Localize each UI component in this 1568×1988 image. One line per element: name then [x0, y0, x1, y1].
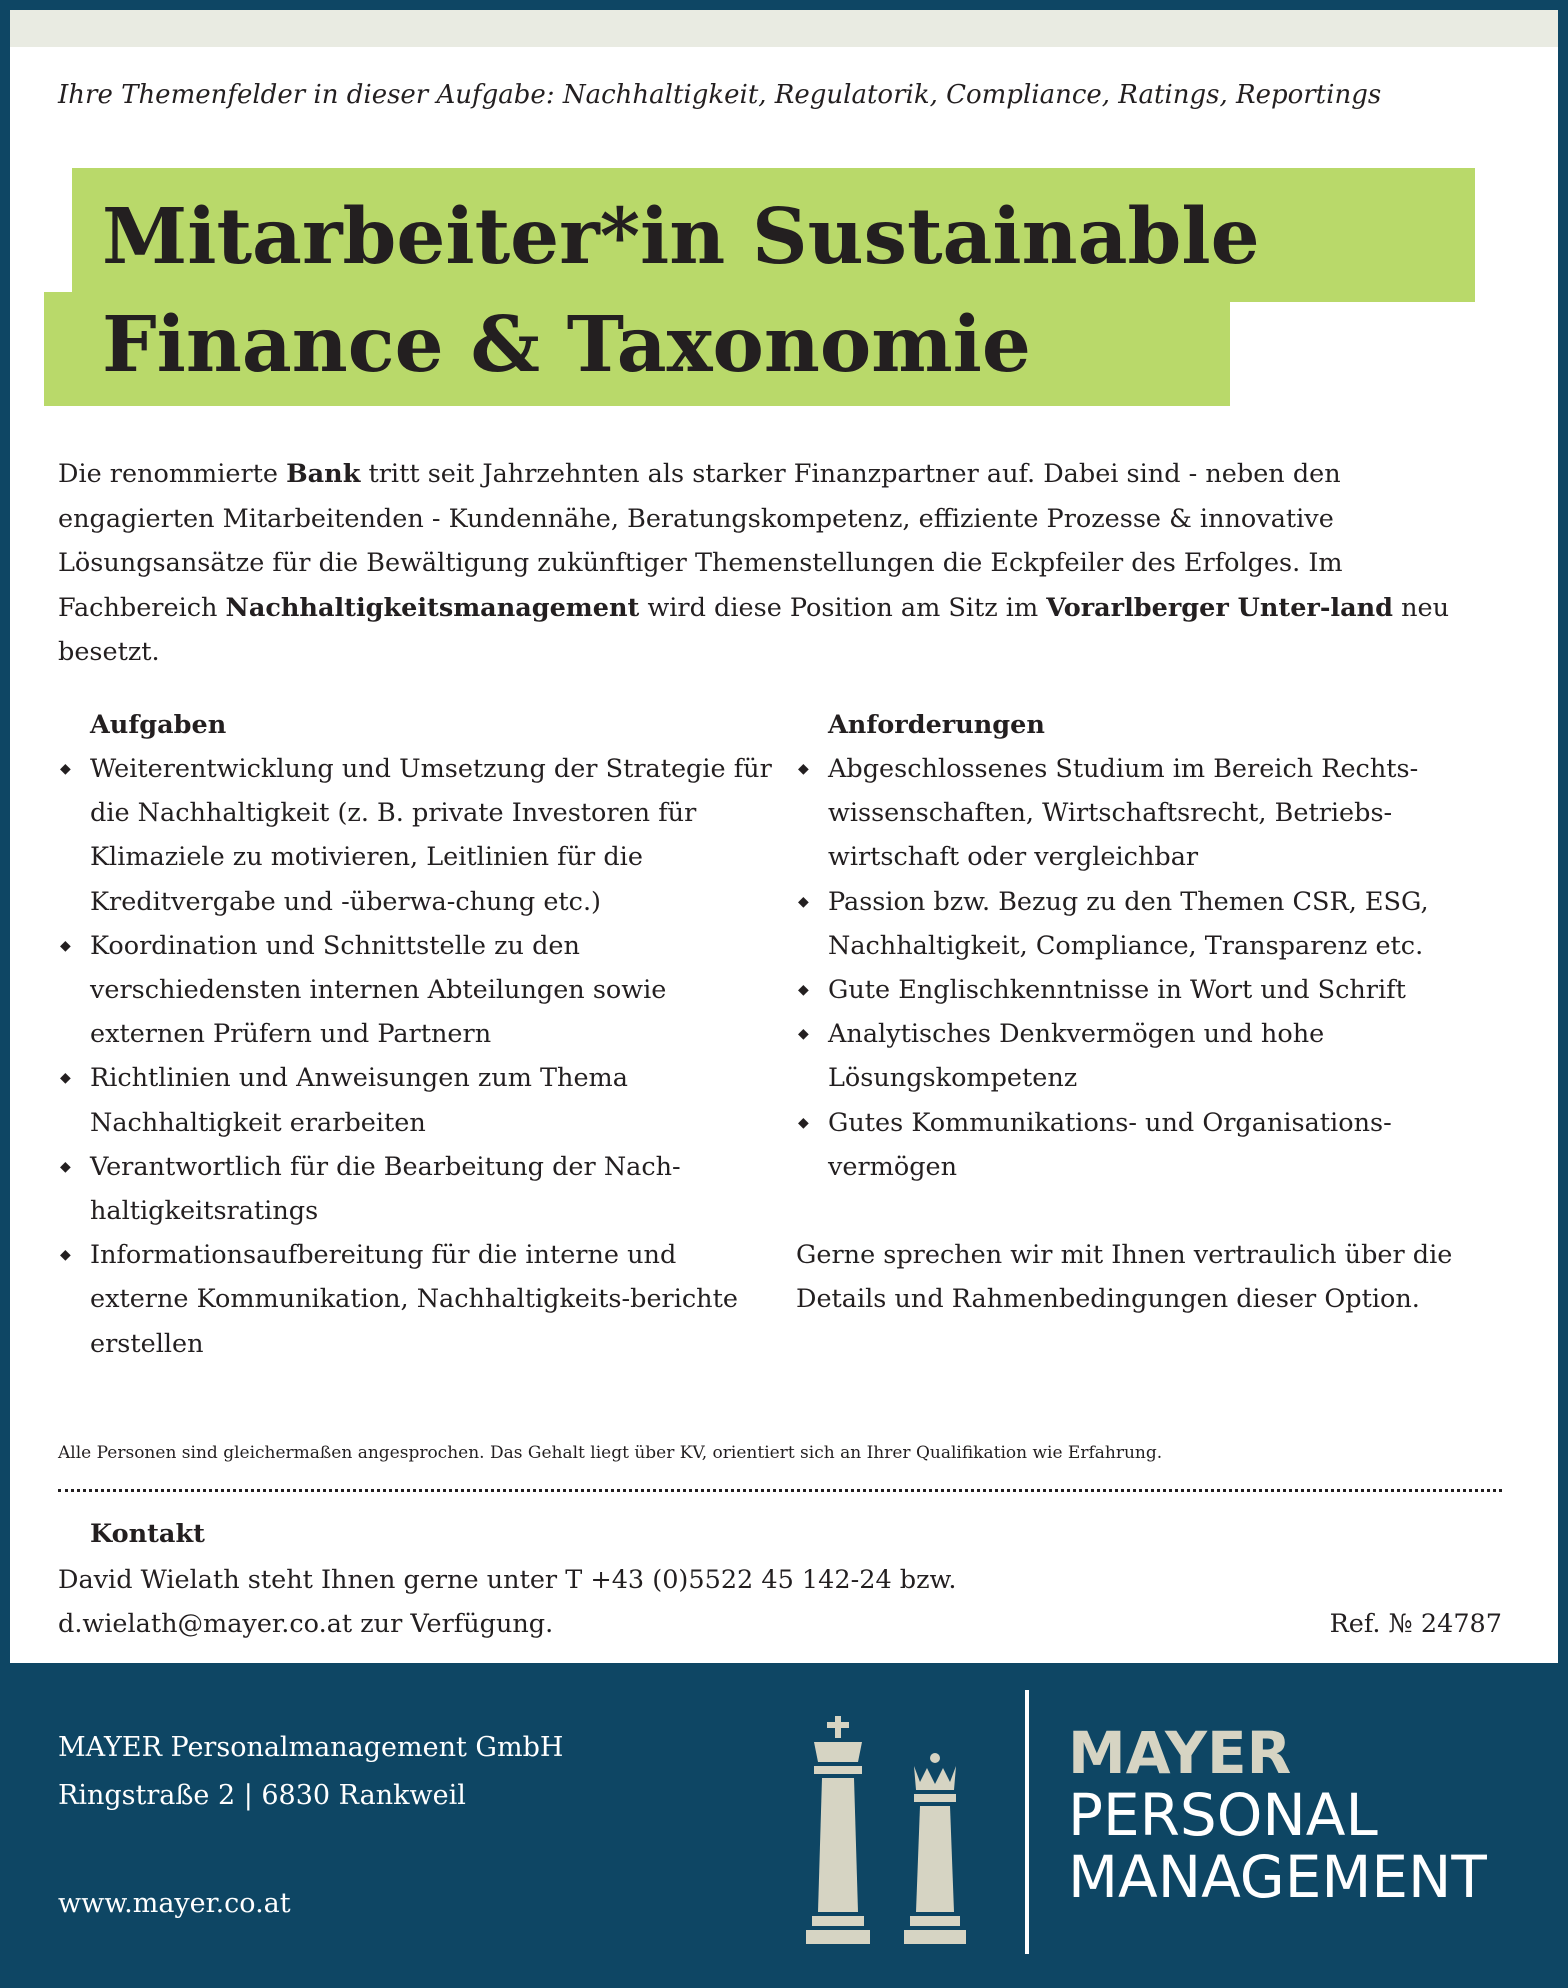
diamond-bullet-icon: ◆	[798, 1026, 809, 1043]
footer-company: MAYER Personalmanagement GmbH	[58, 1732, 564, 1763]
task-text: Richtlinien und Anweisungen zum Thema Nachhaltigkeit erarbeiten	[90, 1063, 628, 1138]
requirement-text: Gute Englischkenntnisse in Wort und Schrift	[828, 975, 1406, 1006]
contact-line-2[interactable]: d.wielath@mayer.co.at zur Verfügung.	[58, 1609, 554, 1639]
brand-line-1: MAYER	[1068, 1719, 1292, 1787]
intro-text-4: neu besetzt.	[58, 592, 1450, 667]
tasks-column	[58, 703, 778, 1366]
contact-heading: Kontakt	[90, 1519, 205, 1549]
list-item	[796, 1101, 1516, 1189]
requirements-heading: Anforderungen	[828, 710, 1045, 740]
task-text: Koordination und Schnittstelle zu den verschiedensten internen Abteilungen sowie externen Prüfern und Partnern	[90, 930, 667, 1050]
list-item	[58, 1056, 778, 1144]
requirement-text: Abgeschlossenes Studium im Bereich Rechts-wissenschaften, Wirtschaftsrecht, Betriebs-wirtschaft oder vergleichbar	[828, 754, 1419, 873]
dotted-divider	[58, 1489, 1502, 1492]
list-item	[796, 1012, 1516, 1100]
reference-number: Ref. № 24787	[1329, 1609, 1502, 1639]
chess-king-queen-icon	[800, 1712, 980, 1952]
requirement-text: Analytisches Denkvermögen und hohe Lösungskompetenz	[828, 1019, 1325, 1094]
list-item	[796, 968, 1516, 1012]
footer-website[interactable]: www.mayer.co.at	[58, 1888, 291, 1919]
requirement-text: Passion bzw. Bezug zu den Themen CSR, ESG, Nachhaltigkeit, Compliance, Transparenz etc.	[828, 886, 1429, 961]
tasks-list	[58, 747, 778, 1366]
list-item	[58, 747, 778, 924]
diamond-bullet-icon: ◆	[798, 1114, 809, 1131]
diamond-bullet-icon: ◆	[798, 761, 809, 777]
intro-bold-bank: Bank	[286, 459, 361, 489]
requirement-text: Gutes Kommunikations- und Organisations-vermögen	[828, 1107, 1392, 1182]
intro-text-3: wird diese Position am Sitz im	[639, 592, 1047, 623]
equal-opportunity-note: Alle Personen sind gleichermaßen angesprochen. Das Gehalt liegt über KV, orientiert sich an Ihrer Qualifikation wie Erfahrung.	[58, 1443, 1163, 1463]
intro-text-1: Die renommierte	[58, 459, 287, 489]
brand-line-2: PERSONAL	[1068, 1781, 1378, 1849]
intro-bold-location: Vorarlberger Unter-land	[1046, 592, 1394, 623]
job-title	[102, 183, 1260, 399]
top-strip	[10, 10, 1558, 47]
list-item	[796, 747, 1516, 880]
intro-paragraph	[58, 452, 1498, 675]
brand-line-3: MANAGEMENT	[1068, 1843, 1487, 1911]
diamond-bullet-icon: ◆	[798, 982, 809, 999]
list-item	[796, 880, 1516, 968]
tasks-heading: Aufgaben	[90, 710, 227, 740]
diamond-bullet-icon: ◆	[60, 937, 71, 954]
diamond-bullet-icon: ◆	[60, 1158, 71, 1175]
job-title-line-1: Mitarbeiter*in Sustainable	[102, 192, 1260, 282]
task-text: Weiterentwicklung und Umsetzung der Strategie für die Nachhaltigkeit (z. B. private Investoren für Klimaziele zu motivieren, Leitlinien für die Kreditvergabe und -überwa-chung etc.)	[90, 754, 772, 917]
diamond-bullet-icon: ◆	[798, 893, 809, 910]
list-item	[58, 924, 778, 1057]
diamond-bullet-icon: ◆	[60, 1070, 71, 1087]
task-text: Verantwortlich für die Bearbeitung der Nach-haltigkeitsratings	[90, 1151, 681, 1227]
requirements-column	[796, 703, 1516, 1321]
job-title-line-2: Finance & Taxonomie	[102, 300, 1031, 390]
task-text: Informationsaufbereitung für die interne und externe Kommunikation, Nachhaltigkeits-berichte erstellen	[90, 1240, 738, 1359]
intro-bold-department: Nachhaltigkeitsmanagement	[225, 592, 640, 623]
list-item	[58, 1145, 778, 1233]
intro-text-2: tritt seit Jahrzehnten als starker Finanzpartner auf. Dabei sind - neben den engagierten Mitarbeitenden - Kundennähe, Beratungskompetenz, effiziente Prozesse & innovative Lösungsansätze für die Bewältigung zukünftiger Themenstellungen die Eckpfeiler des Erfolges. Im Fachbereich	[58, 459, 1343, 623]
diamond-bullet-icon: ◆	[60, 761, 71, 777]
requirements-list	[796, 747, 1516, 1189]
footer-address: Ringstraße 2 | 6830 Rankweil	[58, 1780, 466, 1811]
closing-paragraph: Gerne sprechen wir mit Ihnen vertraulich über die Details und Rahmenbedingungen dieser Option.	[796, 1240, 1453, 1315]
logo-divider	[1025, 1690, 1029, 1954]
list-item	[58, 1233, 778, 1366]
brand-logo	[1068, 1719, 1487, 1911]
diamond-bullet-icon: ◆	[60, 1247, 71, 1264]
contact-line-1: David Wielath steht Ihnen gerne unter T +43 (0)5522 45 142-24 bzw.	[58, 1565, 957, 1595]
topic-subtitle: Ihre Themenfelder in dieser Aufgabe: Nachhaltigkeit, Regulatorik, Compliance, Ratings, Reportings	[58, 80, 1382, 110]
